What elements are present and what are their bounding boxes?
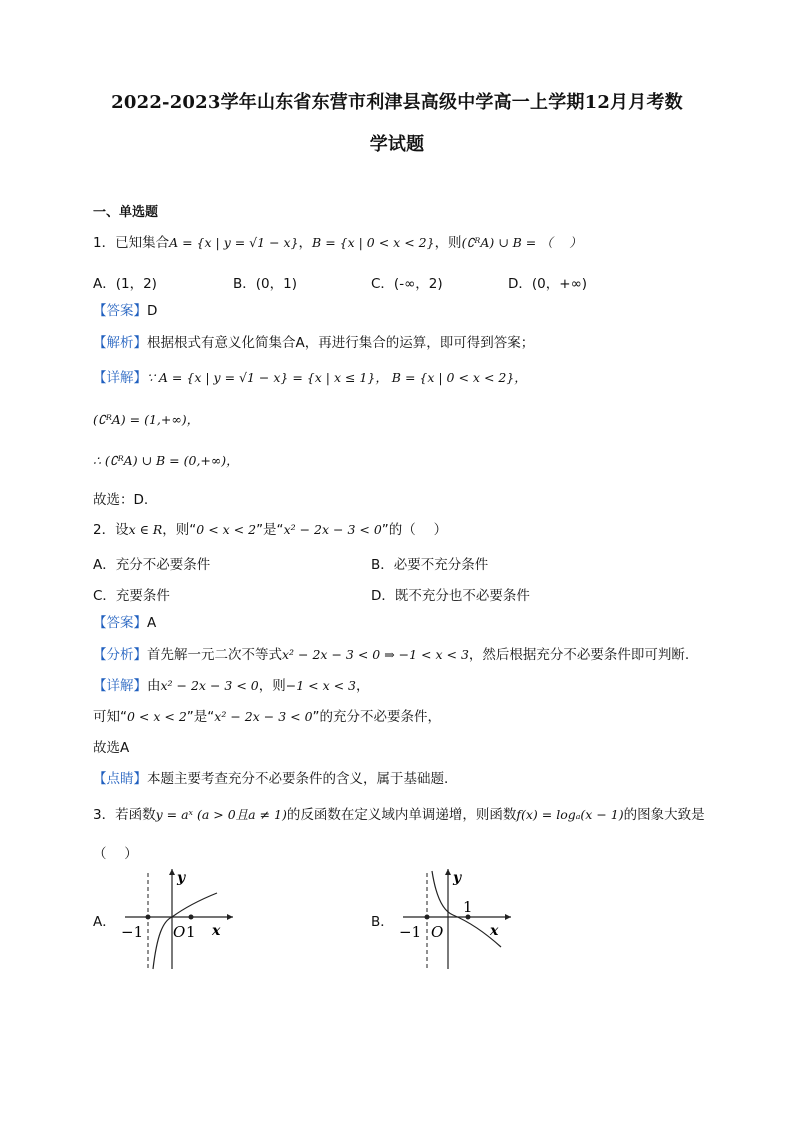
q2-detail: [93, 677, 370, 695]
q1-option-c: C．(-∞，2): [371, 276, 443, 292]
q1-detail-line3-text: ∴ (∁ᴿA) ∪ B = (0,+∞)，: [93, 453, 239, 468]
q1-detail-line3: [93, 452, 239, 470]
comment-tag: 【点睛】: [93, 771, 147, 787]
y-label: y: [177, 870, 186, 886]
q2-answer-value: A: [147, 615, 157, 631]
q2-detail-a: 由: [147, 678, 161, 694]
q2-stem: [93, 521, 447, 539]
q2-stem-g: ”的（ ）: [381, 522, 448, 538]
q2-line-e: ”的充分不必要条件，: [312, 709, 442, 725]
q3-stem-c: 的反函数在定义域内单调递增，则函数: [286, 807, 517, 823]
q2-stem-c: ，则“: [162, 522, 197, 538]
x-axis-arrow-icon: [227, 914, 233, 920]
q3-paren: （ ）: [93, 846, 138, 862]
q2-line-b: 0 < x < 2: [127, 709, 187, 724]
origin-label: O: [431, 923, 444, 941]
q2-stem-f: x² − 2x − 3 < 0: [283, 522, 382, 537]
q1-detail: [93, 369, 527, 387]
q2-analysis-c: ，然后根据充分不必要条件即可判断.: [468, 647, 690, 663]
q2-detail-c: ，则: [258, 678, 286, 694]
q3-stem: [93, 806, 705, 824]
q1-answer-value: D: [147, 303, 158, 319]
q2-option-d: D．既不充分也不必要条件: [371, 588, 530, 604]
q1-sep: ，: [298, 235, 313, 251]
q2-stem-a: 2．设: [93, 522, 129, 538]
q1-option-a: A．(1，2): [93, 276, 157, 292]
point-neg1: [146, 915, 151, 920]
q2-stem-e: ”是“: [256, 522, 284, 538]
q1-option-b: B．(0，1): [233, 276, 297, 292]
q1-option-d: D．(0，+∞): [508, 276, 588, 292]
q1-ask: ，则: [434, 235, 462, 251]
origin-label: O: [173, 923, 186, 941]
q1-set-a: A = {x | y = √1 − x}: [169, 235, 299, 250]
point-neg1: [425, 915, 430, 920]
q2-analysis-b: x² − 2x − 3 < 0 ⇒ −1 < x < 3: [282, 647, 469, 662]
q3-graph-a: [115, 865, 240, 973]
q2-line-c: ”是“: [186, 709, 215, 725]
q3-option-b: B．: [371, 914, 394, 930]
neg1-label: −1: [399, 923, 422, 941]
q2-analysis-a: 首先解一元二次不等式: [147, 647, 282, 663]
q1-expr: (∁ᴿA) ∪ B = （ ）: [461, 235, 582, 250]
y-label: y: [453, 870, 462, 886]
q2-stem-d: 0 < x < 2: [196, 522, 257, 537]
x-axis-arrow-icon: [505, 914, 511, 920]
q2-detail-e: ，: [356, 678, 370, 694]
q2-detail-b: x² − 2x − 3 < 0: [160, 678, 259, 693]
answer-tag: 【答案】: [93, 303, 147, 319]
y-axis-arrow-icon: [445, 869, 451, 875]
q1-analysis: [93, 334, 534, 352]
page-title-line2: 学试题: [369, 134, 425, 155]
y-axis-arrow-icon: [169, 869, 175, 875]
q3-stem-a: 3．若函数: [93, 807, 156, 823]
q2-option-a: A．充分不必要条件: [93, 557, 211, 573]
detail-tag: 【详解】: [93, 678, 147, 694]
detail-tag: 【详解】: [93, 370, 147, 386]
q1-prefix: 1．已知集合: [93, 235, 170, 251]
q2-comment-text: 本题主要考查充分不必要条件的含义，属于基础题.: [147, 771, 449, 787]
q3-graph-b: [393, 865, 518, 973]
q1-analysis-text: 根据根式有意义化简集合A，再进行集合的运算，即可得到答案；: [147, 335, 535, 351]
q2-stem-b: x ∈ R: [128, 522, 163, 537]
section-heading: 一、单选题: [93, 205, 159, 220]
q2-analysis: [93, 646, 689, 664]
point-one: [189, 915, 194, 920]
q2-detail-line2: [93, 708, 441, 726]
q2-comment: [93, 770, 448, 788]
x-label: x: [212, 923, 221, 939]
q1-stem: [93, 234, 582, 252]
q3-stem-e: 的图象大致是: [623, 807, 705, 823]
q2-option-c: C．充要条件: [93, 588, 170, 604]
q1-conclusion: 故选：D.: [93, 492, 149, 508]
one-label: 1: [186, 923, 196, 941]
answer-tag: 【答案】: [93, 615, 147, 631]
one-label: 1: [463, 898, 473, 916]
analysis-tag: 【解析】: [93, 335, 147, 351]
page-title-line1: 2022-2023学年山东省东营市利津县高级中学高一上学期12月月考数: [111, 92, 683, 113]
q1-answer: [93, 302, 157, 320]
q1-detail-line1: ∵ A = {x | y = √1 − x} = {x | x ≤ 1}， B = {x | 0 < x < 2}，: [147, 370, 527, 385]
q2-line-d: x² − 2x − 3 < 0: [214, 709, 313, 724]
q3-stem-b: y = aˣ (a > 0且a ≠ 1): [155, 807, 287, 822]
neg1-label: −1: [121, 923, 144, 941]
q2-option-b: B．必要不充分条件: [371, 557, 489, 573]
q2-answer: [93, 614, 156, 632]
q3-stem-d: f(x) = logₐ(x − 1): [516, 807, 624, 822]
q2-conclusion: 故选A: [93, 740, 130, 756]
x-label: x: [490, 923, 499, 939]
q1-set-b: B = {x | 0 < x < 2}: [312, 235, 435, 250]
q2-line-a: 可知“: [93, 709, 127, 725]
q3-option-a: A．: [93, 914, 116, 930]
q2-detail-d: −1 < x < 3: [285, 678, 357, 693]
analysis-tag: 【分析】: [93, 647, 147, 663]
q1-detail-line2: [93, 411, 199, 429]
q1-detail-line2-text: (∁ᴿA) = (1,+∞)，: [93, 412, 200, 427]
